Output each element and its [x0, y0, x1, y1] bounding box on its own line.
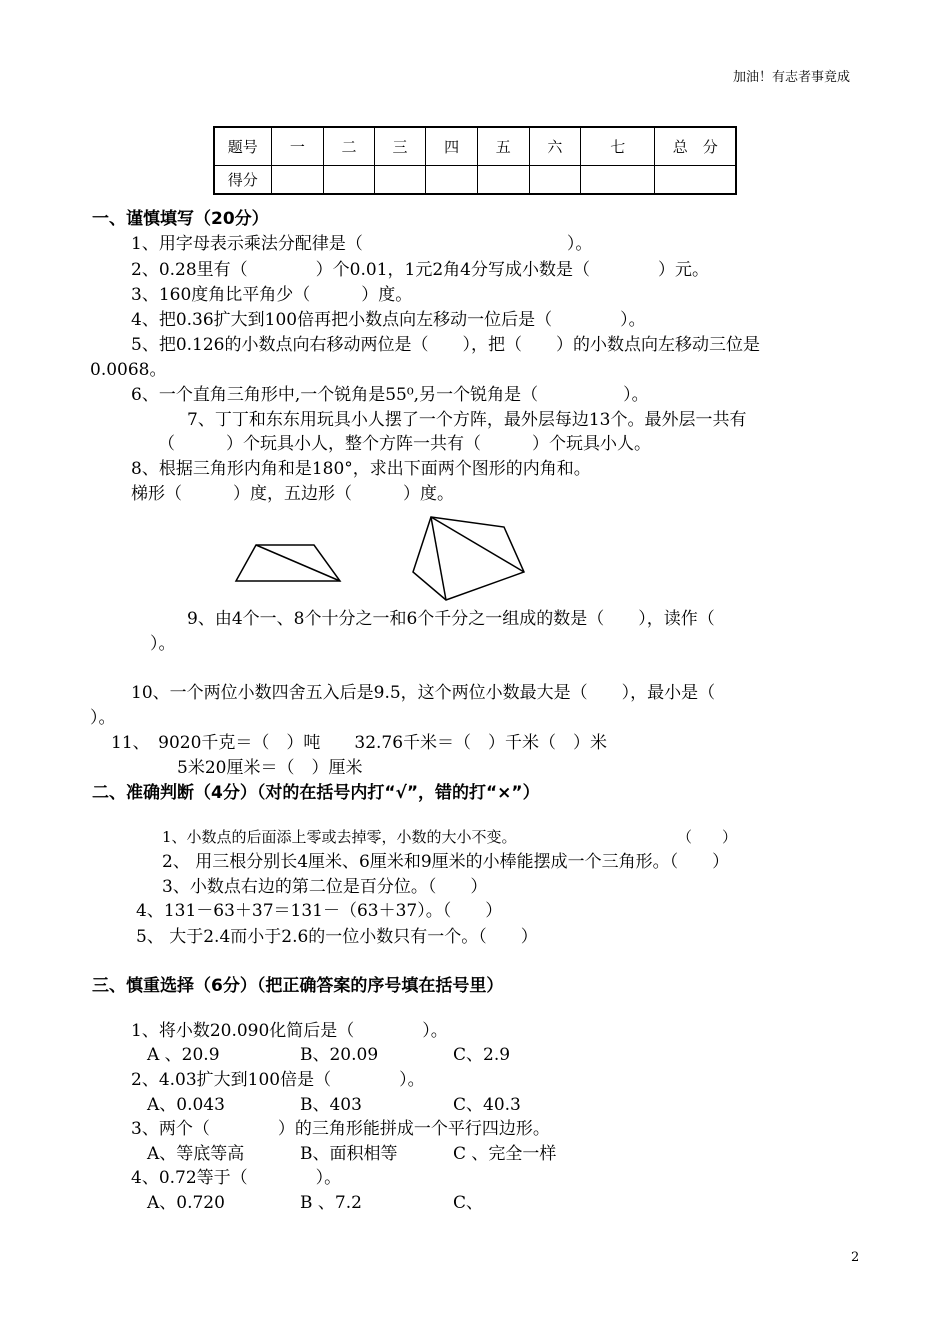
option: C 、完全一样: [453, 1144, 557, 1164]
score-input-cell[interactable]: [426, 166, 478, 195]
question: 4、把0.36扩大到100倍再把小数点向左移动一位后是（ ）。: [131, 310, 646, 330]
score-table-cell: 得分: [214, 166, 271, 195]
option: A、0.043: [147, 1095, 225, 1115]
score-table-cell: 三: [374, 127, 426, 166]
question: 5米20厘米＝（ ）厘米: [177, 758, 363, 778]
option: B、面积相等: [300, 1144, 398, 1164]
question: 4、131－63＋37＝131－（63＋37）。（ ）: [136, 901, 503, 921]
pentagon-figure: [408, 512, 528, 604]
question: 6、一个直角三角形中,一个锐角是55⁰,另一个锐角是（ ）。: [131, 385, 649, 405]
question: ）。: [150, 634, 176, 654]
score-input-cell[interactable]: [374, 166, 426, 195]
score-table: [213, 126, 737, 195]
question: 9、由4个一、8个十分之一和6个千分之一组成的数是（ ），读作（: [187, 609, 715, 629]
section2-title: 二、准确判断（4分）（对的在括号内打“√”，错的打“×”）: [92, 783, 540, 803]
question: 4、0.72等于（ ）。: [131, 1168, 342, 1188]
score-table-cell: 四: [426, 127, 478, 166]
section1-title: 一、谨慎填写（20分）: [92, 209, 269, 229]
score-input-cell[interactable]: [477, 166, 529, 195]
option: B 、7.2: [300, 1193, 362, 1213]
score-table-cell: 六: [529, 127, 581, 166]
section3-title: 三、慎重选择（6分）（把正确答案的序号填在括号里）: [92, 976, 504, 996]
question: 11、 9020千克＝（ ）吨 32.76千米＝（ ）千米（ ）米: [111, 733, 608, 753]
option: B、403: [300, 1095, 362, 1115]
score-table-cell: 总 分: [655, 127, 736, 166]
question: 1、将小数20.090化简后是（ ）。: [131, 1021, 448, 1041]
option: A 、20.9: [147, 1045, 220, 1065]
option: A、0.720: [147, 1193, 225, 1213]
score-table-cell: 一: [271, 127, 324, 166]
question: 2、0.28里有（ ）个0.01，1元2角4分写成小数是（ ）元。: [131, 260, 709, 280]
score-input-cell[interactable]: [271, 166, 324, 195]
score-input-cell[interactable]: [655, 166, 736, 195]
question: 5、把0.126的小数点向右移动两位是（ ），把（ ）的小数点向左移动三位是: [131, 335, 760, 355]
header-motto: 加油！有志者事竟成: [733, 70, 851, 85]
score-table-cell: 五: [477, 127, 529, 166]
option: B、20.09: [300, 1045, 379, 1065]
score-input-cell[interactable]: [581, 166, 655, 195]
question: 3、160度角比平角少（ ）度。: [131, 285, 413, 305]
question: 2、4.03扩大到100倍是（ ）。: [131, 1070, 425, 1090]
question: 8、根据三角形内角和是180°，求出下面两个图形的内角和。: [131, 459, 591, 479]
score-input-cell[interactable]: [324, 166, 375, 195]
question: 5、 大于2.4而小于2.6的一位小数只有一个。（ ）: [136, 927, 538, 947]
question: 1、用字母表示乘法分配律是（ ）。: [131, 234, 593, 254]
page-number: 2: [851, 1250, 860, 1265]
question: 3、两个（ ）的三角形能拼成一个平行四边形。: [131, 1119, 550, 1139]
question: 3、小数点右边的第二位是百分位。（ ）: [162, 877, 488, 897]
question: （ ）个玩具小人，整个方阵一共有（ ）个玩具小人。: [158, 434, 651, 454]
question: 1、小数点的后面添上零或去掉零，小数的大小不变。: [162, 828, 517, 846]
option: C、2.9: [453, 1045, 511, 1065]
score-table-cell: 二: [324, 127, 375, 166]
question: 梯形（ ）度，五边形（ ）度。: [131, 484, 454, 504]
score-table-cell: 题号: [214, 127, 271, 166]
option: C、: [453, 1193, 484, 1213]
option: A、等底等高: [147, 1144, 245, 1164]
score-table-cell: 七: [581, 127, 655, 166]
score-input-cell[interactable]: [529, 166, 581, 195]
answer-parentheses: （ ）: [677, 828, 738, 846]
trapezoid-figure: [232, 540, 344, 585]
option: C、40.3: [453, 1095, 521, 1115]
question: 10、一个两位小数四舍五入后是9.5，这个两位小数最大是（ ），最小是（: [131, 683, 716, 703]
question: 0.0068。: [90, 360, 167, 380]
question: ）。: [90, 708, 116, 728]
question: 7、丁丁和东东用玩具小人摆了一个方阵，最外层每边13个。最外层一共有: [187, 410, 747, 430]
question: 2、 用三根分别长4厘米、6厘米和9厘米的小棒能摆成一个三角形。（ ）: [162, 852, 730, 872]
